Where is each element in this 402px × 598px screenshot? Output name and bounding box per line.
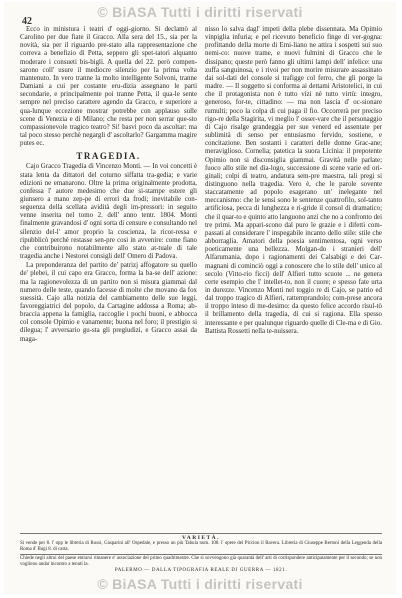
left-column: [20, 26, 197, 531]
watermark-top: © BiASA Tutti i diritti riservati: [97, 4, 303, 20]
review-paragraph-2: La preponderanza del partito de' patrizj affogatore su quello de' plebei, il cui capo era Gracco, forma la ba-se dell' azione: ma la ragionevolezza di un partito non si misura giammai dal numero delle teste, quando facesse di molte che movano da fox suessità. Cajo alla notizia del cambiamento delle sue leggi, favoreggiatrici del popolo, da Cartagine addossa a Roma; ab-braccia appena la famiglia, raccoglie i pochi buoni, e abbocca col console Opimio e vanamente; buona nel foro; il prestigio si dilegua; l' avversario gu-sta gli pregiudizi, e Gracco assai da maga-: [20, 262, 197, 343]
right-column: [205, 26, 382, 531]
review-paragraph-3: nisso lo salva dagl' impeti della plebe dissennata. Ma Opimio vinpiglia infuria; e pel ricevuto beneficio finge di ver-gogna: profittando della morte di Emi-liano ne attira i sospetti sui suo nemi-co: nuove trame, e nuovi fulmini di Gracco che le dissipano; queste però fanno gli ultimi lampi dell' infelice: una zuffa sanguinosa, e i rivoi per non morire misurare assassinato dai sol-dati del console si trafigge col ferro, che gli porge la madre. — Il soggetto si conforma ai dettami Aristotelici, in cui che il protagonista non è tutto vizi nè tutto virtù: integro, generoso, for-te, cittadino: — ma non lascia d' oc-sionare rumulti; poco la colpa di cui paga il fio. Occorrerà per preciso rigo-re della Stagirita, vi meglio l' osser-vare che il personaggio di Cajo risalge grandeggia per sue venerd ed assentate per sublimità di senso per entusiasmo fervido, sostiene, e concitazione. Ben sostanti i caratteri delle donne Grac-ane; meraviglioso. Cornelia; patetica la suora Licinia: il prepotente Opimio non si disconsiglia giammai. Gravità nelle parlate; fuoco allo stile nel dia-logo, successione di scene varie ed ori-ginali; colpi di teatro, andatura sem-pre maestra, tali pregi si distinguono nella tragedia. Vero è, che le parole sovente staccatamente ad popolo esagerano un' inelegante nel meccanismo: che le sensi sono le sentenze quattrofilo, sol-tanto artificiosa, pecca di lunghezza e ri-gride il consol di dramatico; che il quar-to e quinto atto languono anzi che no a confronto dei tre primi. Ma appari-scono dal puro le grazie e i difetti com-passati al considerare l' inspegabile incanto dello stile: stile che abborraglia. Amatori della poesia sentimentosa, ogni verso poeticamente una bellezza. Molgan-do i stranieri dell' Alfarumania, dopo i ragionamenti dei Calsabigi e dei Car-magnani di cominciò oggi a conoscere che lo stile dell' unico al secolo (Vitto-rio ficci) dell' Alfieri tutto scuote ... ne genera certe esempio che l' intellet-to, non il cuore; e spesso fate urta in durezze. Vincenzo Monti nel toggio re di Cajo, se patrio ed dal troppo tragico di Alfieri, rattemprandolo; com-prese ancora il troppo inteso di me-desimo: da questo felice accordo risul-tò il brillamento della tragedia, di cui si ragiona. Ella spesso interessante e per qualunque riguardo quelle di Cle-ma e di Gio. Battista Rossetti nella te-nuissera.: [205, 26, 382, 335]
footer-notice-2: Chiede negli altrui del paese entrarsi rimanere e' associazione del primo quadrimestre. Che si sovvengono già quarantà dell' arti di corrispondere anticipatamente per il secondo; se non vogliono andar incontro a tenuti la.: [20, 556, 382, 567]
footer-heading: VARIETÀ.: [181, 535, 221, 541]
newspaper-page: [4, 2, 396, 594]
printer-imprint: PALERMO — DALLA TIPOGRAFIA REALE DI GUERRA — 1821.: [114, 568, 288, 573]
footer-notice-1: Si vende per 8. l' opp le libreria di Rossi, Gasparini all' Ospedale, e presso un più Tabula num. 108. l' opere del Piccion il Ravera. Libreria di Giuseppe Bertoni della Leggenda della Roma d' Bugi 8. di carta.: [20, 541, 382, 552]
footer: [20, 533, 382, 574]
review-paragraph-1: Cajo Gracco Tragedia di Vincenzo Monti. — In voi concetti è stata lenta da dittatori del coturno siffatta tra-gedia; e varie edizioni ne emanarono. Oltre la prima originalmente prodotta, confessa l' autore medesimo che due si-stampe estere gli giunsero a mano zep-pe di errori da frodi; inevitabile con-seguenza della scellata avidità degli im-pressori: in seguito venne inserita nel tomo 2. dell' anno tentr. 1804. Monti finalmente gravandosi d' ogni sorta di censure e consultando nel silenzio del-l' amor proprio la coscienza, la ricor-ressa e ripubblicò perchè restasse sen-pre cosi in avvenire: come fiano che contribuirono notabilmente allo stato at-tuale di tale tragedia anche i Nestorei consigli dell' Omero di Padova.: [20, 163, 197, 261]
intro-paragraph: Ecco in ministura i teatri d' oggi-giorno. Si declamò al Carolino per due fiate il Gracco. Alla sera del 15., sia per la novità, sia per il riguardo pre-stato alla rappresentazione che correva a benefizio di Petta, seppero gli spet-tatori alquanto moderare i consueti bis-bigli. A quella del 22. però compen-sarono coll' usure il mediocre silenzio per la prima volta mantenuto. In vero tranne la molto intelligente Solvoni, tranne Damiani a cui per costante eru-dizia assegnano le parti secondarie, e principalmente poi tranne Petta, il qua-le sente sempre nel preciso carattere agendo da Gracco, e superiore a qua-lunque eccezione mostrar potrebbe con applauso sulle scene di Venezia e di Milano; che resta per non serrar que-sto compassionevole tragico teatro? Si! basvi poco da ascoltar: ma tal poco stesso perchè negargli d' ascoltarlo? Gargamma magire putes ec.: [20, 26, 197, 148]
page-number: 42: [22, 16, 32, 27]
footer-divider: [20, 554, 382, 555]
text-columns: [20, 26, 382, 531]
section-title: TRAGEDIA.: [76, 151, 141, 162]
watermark-bottom: © BiASA Tutti i diritti riservati: [97, 576, 303, 592]
